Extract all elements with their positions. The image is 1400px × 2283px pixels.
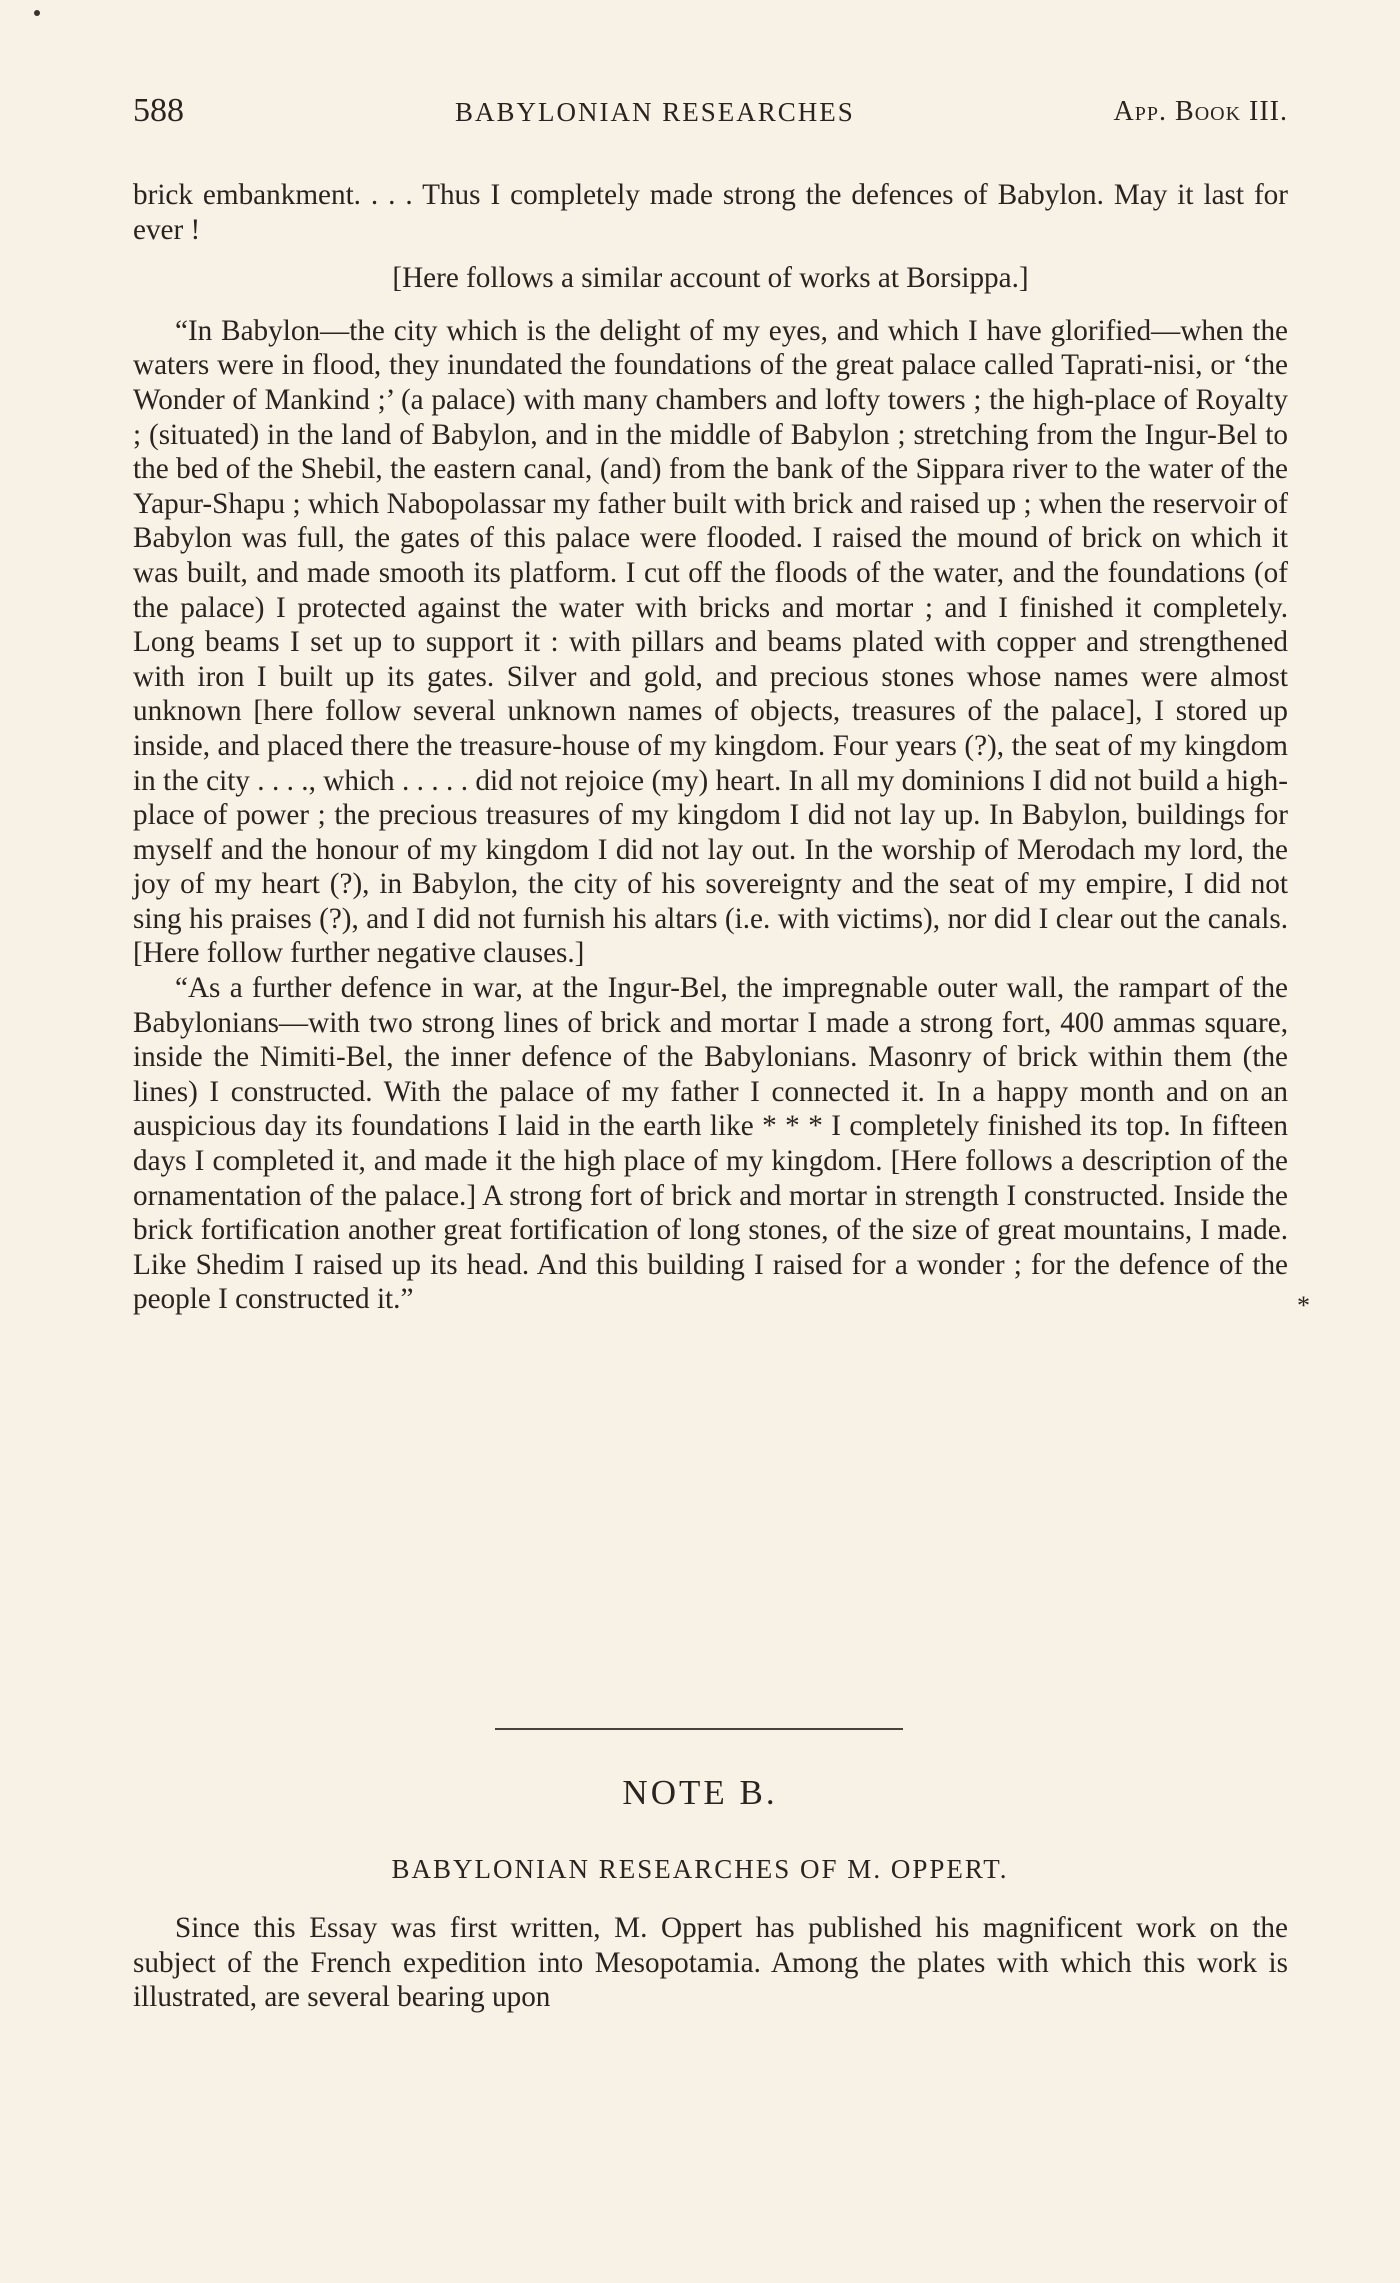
paragraph-oppert: Since this Essay was first written, M. Oppert has published his magnificent work on the subject of the French expedition into Mesopotamia. Among the plates with which this work is illustrated, are several bearing upon <box>133 1912 1288 2014</box>
paragraph-defence-inscription: “As a further defence in war, at the Ingur-Bel, the impregnable outer wall, the rampart of the Babylonians—with two strong lines of brick and mortar I made a strong fort, 400 ammas square, inside the Nimiti-Bel, the inner defence of the Babylonians. Masonry of brick within them (the lines) I constructed. With the palace of my father I connected it. In a happy month and on an auspicious day its foundations I laid in the earth like * * * I completely finished its top. In fifteen days I completed it, and made it the high place of my kingdom. [Here follows a description of the ornamentation of the palace.] A strong fort of brick and mortar in strength I constructed. Inside the brick fortification another great fortification of long stones, of the size of great mountains, I made. Like Shedim I raised up its head. And this building I raised for a wonder ; for the defence of the people I constructed it.” <box>133 972 1288 1316</box>
margin-asterisk: * <box>1297 1291 1310 1320</box>
paragraph-palace-inscription: “In Babylon—the city which is the delight of my eyes, and which I have glorified—when the waters were in flood, they inundated the foundations of the great palace called Taprati-nisi, or ‘the Wonder of Mankind ;’ (a palace) with many chambers and lofty towers ; the high-place of Royalty ; (situated) in the land of Babylon, and in the middle of Babylon ; stretching from the Ingur-Bel to the bed of the Shebil, the eastern canal, (and) from the bank of the Sippara river to the water of the Yapur-Shapu ; which Nabopolassar my father built with brick and raised up ; when the reservoir of Babylon was full, the gates of this palace were flooded. I raised the mound of brick on which it was built, and made smooth its platform. I cut off the floods of the water, and the foundations (of the palace) I protected against the water with bricks and mortar ; and I finished it completely. Long beams I set up to support it : with pillars and beams plated with copper and strengthened with iron I built up its gates. Silver and gold, and precious stones whose names were almost unknown [here follow several unknown names of objects, treasures of the palace], I stored up inside, and placed there the treasure-house of my kingdom. Four years (?), the seat of my kingdom in the city . . . ., which . . . . . did not rejoice (my) heart. In all my dominions I did not build a high-place of power ; the precious treasures of my kingdom I did not lay up. In Babylon, buildings for myself and the honour of my kingdom I did not lay out. In the worship of Merodach my lord, the joy of my heart (?), in Babylon, the city of his sovereignty and the seat of my empire, I did not sing his praises (?), and I did not furnish his altars (i.e. with victims), nor did I clear out the canals. [Here follow further negative clauses.] <box>133 314 1288 970</box>
paragraph-closing-embankment: brick embankment. . . . Thus I completely made strong the defences of Babylon. May it last for ever ! <box>133 179 1288 246</box>
note-subtitle: BABYLONIAN RESEARCHES OF M. OPPERT. <box>391 1854 1009 1884</box>
page-header <box>133 92 1288 136</box>
running-title: BABYLONIAN RESEARCHES <box>455 97 855 127</box>
section-divider <box>495 1728 903 1730</box>
ink-speck <box>34 10 40 16</box>
bracketed-note-borsippa: [Here follows a similar account of works at Borsippa.] <box>392 262 1029 295</box>
section-reference: App. Book III. <box>1113 96 1288 127</box>
note-text <box>133 1911 1288 2015</box>
note-title: NOTE B. <box>622 1773 778 1812</box>
page-number: 588 <box>133 92 184 129</box>
main-text <box>133 178 1288 1317</box>
